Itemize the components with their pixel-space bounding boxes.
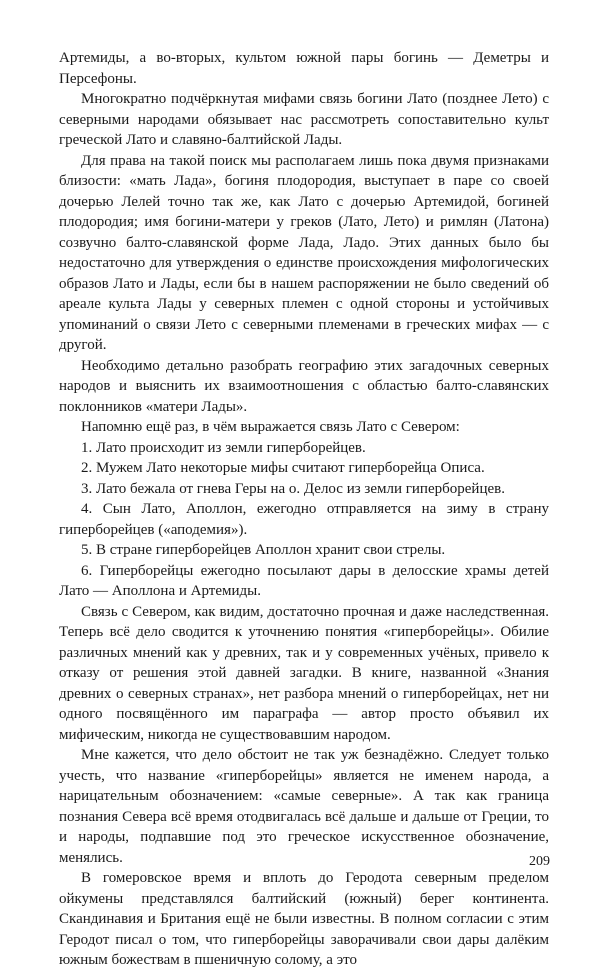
paragraph-geography: Необходимо детально разобрать географию этих загадочных северных народов и выяснить их взаимоотношения с областью балто-славянских поклонников «матери Лады». bbox=[59, 357, 549, 415]
paragraph-proximity-signs: Для права на такой поиск мы располагаем лишь пока двумя признаками близости: «мать Лада», богиня плодородия, выступает в паре со своей дочерью Лелей точно так же, как Лато с дочерью Артемидой, богиней плодородия; имя богини-матери у греков (Лато, Лето) и римлян (Латона) созвучно балто-славянской форме Лада, Ладо. Этих данных было бы недостаточно для утверждения о единстве происхождения мифологических образов Лато и Лады, если бы в нашем распоряжении не было сведений об ареале культа Лады у северных племен с одной стороны и устойчивых упоминаний о связи Лето с северными племенами в греческих мифах — с другой. bbox=[59, 152, 549, 353]
list-item-6: 6. Гиперборейцы ежегодно посылают дары в делосские храмы детей Лато — Аполлона и Артемиды. bbox=[59, 562, 549, 599]
paragraph-continuation: Артемиды, а во-вторых, культом южной пары богинь — Деметры и Персефоны. bbox=[59, 50, 549, 87]
body-text bbox=[59, 48, 549, 971]
paragraph-list-intro: Напомню ещё раз, в чём выражается связь Лато с Севером: bbox=[81, 419, 460, 435]
paragraph-homeric-time: В гомеровское время и вплоть до Геродота северным пределом ойкумены представлялся балтийский (южный) берег континента. Скандинавия и Британия ещё не были известны. В полном согласии с этим Геродот писал о том, что гиперборейцы заворачивали свои дары далёким южным божествам в пшеничную солому, а это bbox=[59, 870, 549, 968]
list-item-1: 1. Лато происходит из земли гиперборейцев. bbox=[81, 439, 366, 456]
paragraph-lato-connection: Многократно подчёркнутая мифами связь богини Лато (позднее Лето) с северными народами обязывает нас рассмотреть сопоставительно культ греческой Лато и славяно-балтийской Лады. bbox=[59, 91, 549, 148]
list-item-3: 3. Лато бежала от гнева Геры на о. Делос из земли гиперборейцев. bbox=[81, 480, 505, 497]
paragraph-hyperboreans-concept: Связь с Севером, как видим, достаточно прочная и даже наследственная. Теперь всё дело сводится к уточнению понятия «гиперборейцы». Обилие различных мнений как у древних, так и у современных учёных, привело к отказу от решения этой давней загадки. В книге, названной «Знания древних о северных странах», нет разбора мнений о гиперборейцах, нет ни одного посвящённого им параграфа — автор просто объявил их мифическим, никогда не существовавшим народом. bbox=[59, 603, 549, 743]
list-item-2: 2. Мужем Лато некоторые мифы считают гиперборейца Описа. bbox=[81, 460, 485, 476]
page-number: 209 bbox=[529, 854, 550, 869]
paragraph-not-hopeless: Мне кажется, что дело обстоит не так уж безнадёжно. Следует только учесть, что название «гиперборейцы» является не именем народа, а нарицательным обозначением: «самые северные». А так как граница познания Севера всё время отодвигалась всё дальше и дальше от Греции, то и народы, подпавшие под это греческое искусственное обозначение, менялись. bbox=[59, 747, 549, 866]
list-item-5: 5. В стране гиперборейцев Аполлон хранит свои стрелы. bbox=[81, 542, 446, 558]
list-item-4: 4. Сын Лато, Аполлон, ежегодно отправляется на зиму в страну гиперборейцев («аподемия»). bbox=[59, 501, 549, 538]
